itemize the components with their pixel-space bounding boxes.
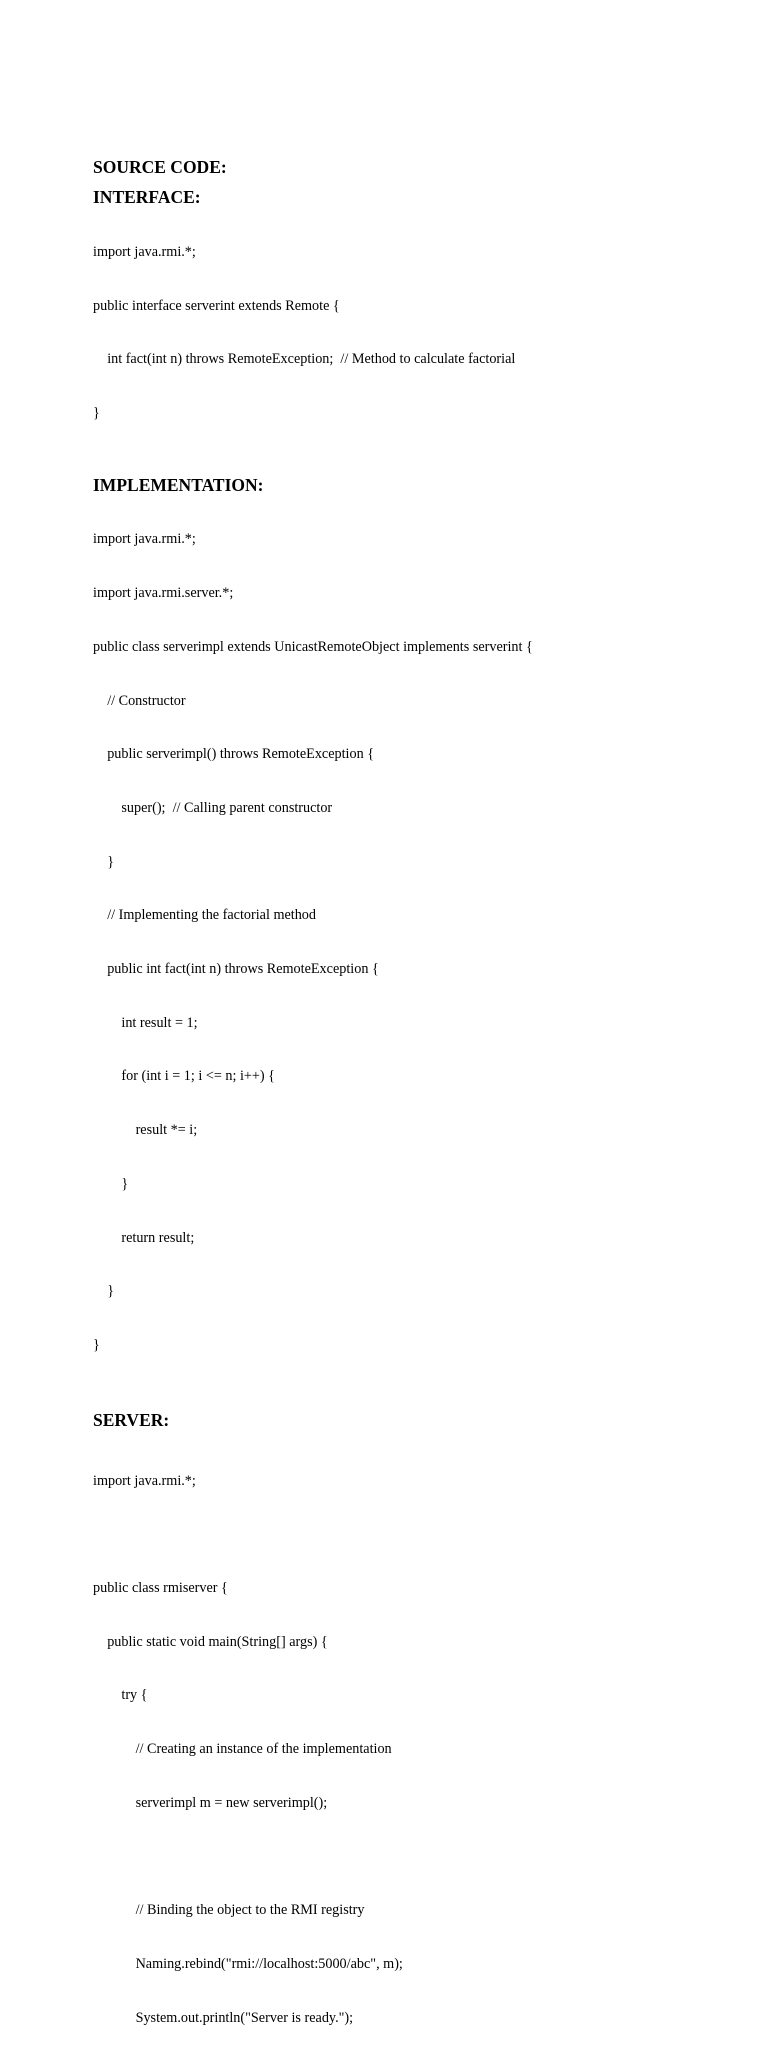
code-line: try { — [93, 1687, 148, 1704]
code-line: public int fact(int n) throws RemoteException { — [93, 961, 379, 978]
code-line: serverimpl m = new serverimpl(); — [93, 1794, 328, 1811]
code-line: public serverimpl() throws RemoteException { — [93, 746, 375, 763]
code-line: import java.rmi.*; — [93, 1472, 196, 1489]
code-line: } — [93, 853, 114, 870]
code-line: int fact(int n) throws RemoteException; // Method to calculate factorial — [93, 351, 516, 368]
implementation-code-block — [93, 496, 733, 1391]
code-line: // Creating an instance of the implementation — [93, 1741, 392, 1758]
code-line — [93, 1848, 733, 1866]
code-line: return result; — [93, 1229, 195, 1246]
code-line: int result = 1; — [93, 1014, 198, 1031]
code-line: } — [93, 1175, 129, 1192]
interface-code-block — [93, 208, 733, 459]
code-line: public static void main(String[] args) { — [93, 1633, 328, 1650]
code-line: } — [93, 1336, 100, 1353]
code-line: import java.rmi.server.*; — [93, 585, 234, 602]
code-line: public class serverimpl extends UnicastRemoteObject implements serverint { — [93, 638, 533, 655]
interface-heading: INTERFACE: — [93, 187, 201, 207]
code-line: for (int i = 1; i <= n; i++) { — [93, 1068, 275, 1085]
code-line: super(); // Calling parent constructor — [93, 799, 333, 816]
code-line: result *= i; — [93, 1122, 198, 1139]
code-line: // Binding the object to the RMI registry — [93, 1902, 365, 1919]
code-line: } — [93, 404, 100, 421]
code-line: public interface serverint extends Remote { — [93, 297, 340, 314]
code-line: System.out.println("Server is ready."); — [93, 2009, 354, 2026]
code-line — [93, 1526, 733, 1544]
code-line: public class rmiserver { — [93, 1579, 228, 1596]
document-content — [93, 156, 733, 2063]
code-line: // Implementing the factorial method — [93, 907, 316, 924]
source-code-heading: SOURCE CODE: — [93, 157, 227, 177]
code-line: } — [93, 1283, 114, 1300]
code-line: import java.rmi.*; — [93, 531, 196, 548]
code-line: // Constructor — [93, 692, 186, 709]
code-line: Naming.rebind("rmi://localhost:5000/abc", m); — [93, 1955, 403, 1972]
server-code-block — [93, 1437, 733, 2063]
implementation-heading: IMPLEMENTATION: — [93, 474, 264, 495]
server-heading: SERVER: — [93, 1409, 170, 1430]
code-line: import java.rmi.*; — [93, 243, 196, 260]
